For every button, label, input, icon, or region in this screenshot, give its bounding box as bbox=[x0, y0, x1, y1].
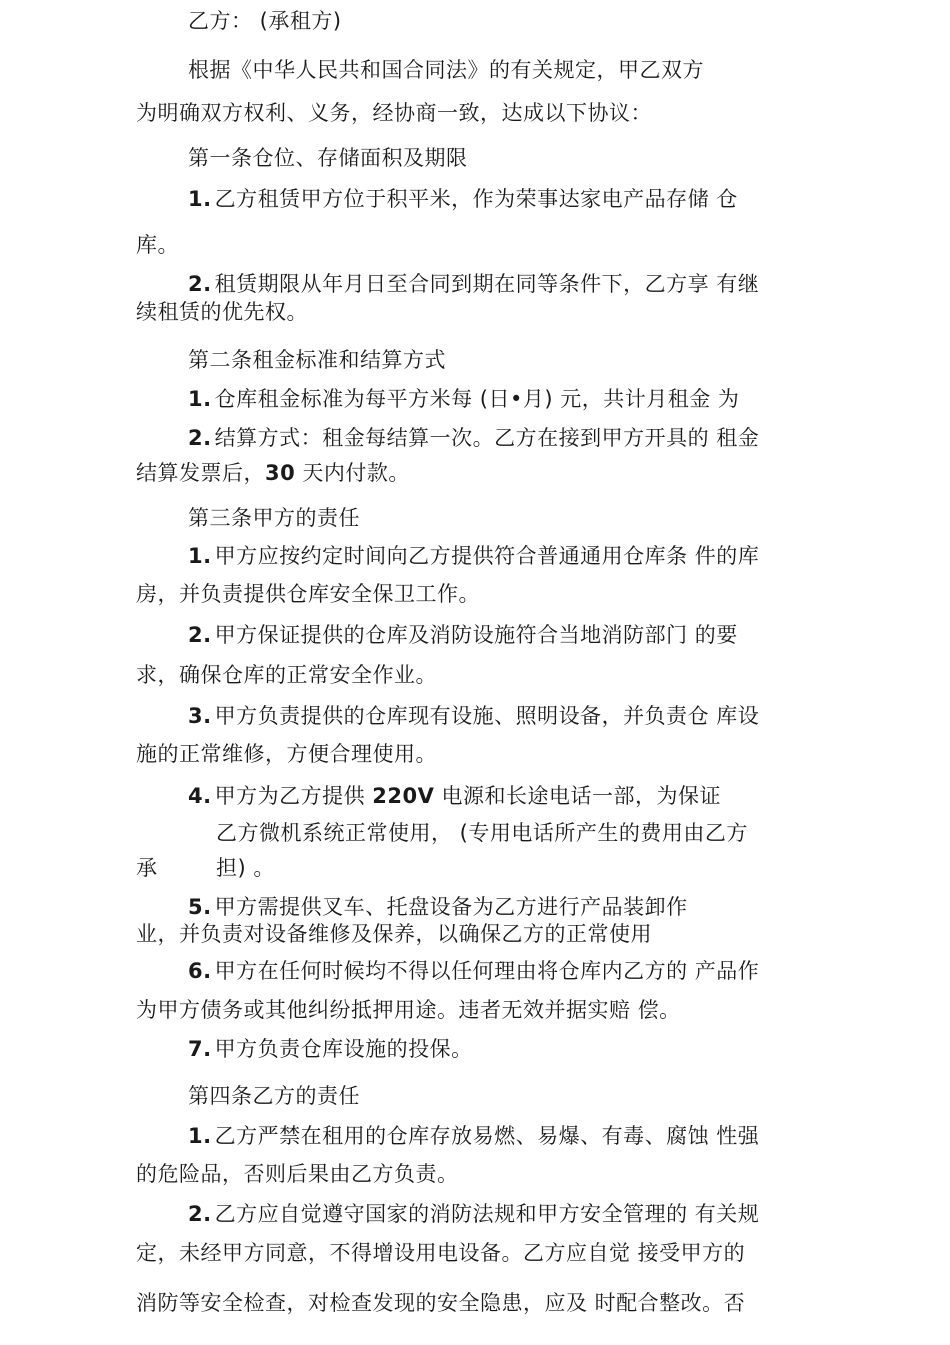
item-text: 甲方负责仓库设施的投保。 bbox=[214, 1037, 473, 1061]
article-4-title: 第四条乙方的责任 bbox=[188, 1084, 360, 1108]
item-text: 乙方租赁甲方位于积平米，作为荣事达家电产品存储 仓 bbox=[214, 187, 738, 211]
article-1-item-2-cont: 续租赁的优先权。 bbox=[136, 300, 308, 324]
article-2-item-2 bbox=[188, 425, 759, 451]
item-text: 甲方保证提供的仓库及消防设施符合当地消防部门 的要 bbox=[214, 623, 738, 647]
intro-line-1: 根据《中华人民共和国合同法》的有关规定，甲乙双方 bbox=[188, 58, 704, 82]
article-3-item-4-cont: 乙方微机系统正常使用， (专用电话所产生的费用由乙方 bbox=[216, 821, 748, 845]
item-text: 甲方需提供叉车、托盘设备为乙方进行产品装卸作 bbox=[214, 895, 688, 919]
item-number: 1. bbox=[188, 387, 212, 411]
article-4-item-1-cont: 的危险品，否则后果由乙方负责。 bbox=[136, 1162, 459, 1186]
item-text: 甲方应按约定时间向乙方提供符合普通通用仓库条 件的库 bbox=[214, 544, 760, 568]
item-text: 结算发票后， bbox=[136, 461, 265, 485]
article-2-title: 第二条租金标准和结算方式 bbox=[188, 348, 446, 372]
article-1-item-1 bbox=[188, 186, 738, 212]
item-text: 甲方为乙方提供 bbox=[214, 784, 373, 808]
days-value: 30 bbox=[265, 461, 296, 485]
item-text: 结算方式：租金每结算一次。乙方在接到甲方开具的 租金 bbox=[214, 426, 760, 450]
article-4-item-2-cont: 定，未经甲方同意，不得增设用电设备。乙方应自觉 接受甲方的 bbox=[136, 1241, 746, 1265]
article-3-item-1-cont: 房，并负责提供仓库安全保卫工作。 bbox=[136, 582, 480, 606]
item-text: 甲方在任何时候均不得以任何理由将仓库内乙方的 产品作 bbox=[214, 959, 760, 983]
item-number: 5. bbox=[188, 895, 212, 919]
item-text: 乙方应自觉遵守国家的消防法规和甲方安全管理的 有关规 bbox=[214, 1202, 760, 1226]
item-number: 3. bbox=[188, 704, 212, 728]
article-4-item-1 bbox=[188, 1123, 759, 1149]
article-3-item-5-cont: 业，并负责对设备维修及保养，以确保乙方的正常使用 bbox=[136, 922, 652, 946]
item-text: 仓库租金标准为每平方米每 (日•月) 元，共计月租金 为 bbox=[214, 387, 740, 411]
item-number: 1. bbox=[188, 544, 212, 568]
article-3-item-6 bbox=[188, 958, 759, 984]
article-3-item-4 bbox=[188, 783, 721, 809]
article-3-item-2-cont: 求，确保仓库的正常安全作业。 bbox=[136, 663, 437, 687]
article-3-item-4-cont-2b: 担) 。 bbox=[216, 856, 275, 880]
item-number: 2. bbox=[188, 272, 212, 296]
article-1-item-1-cont: 库。 bbox=[136, 233, 179, 257]
item-number: 4. bbox=[188, 784, 212, 808]
article-3-item-6-cont: 为甲方债务或其他纠纷抵押用途。违者无效并据实赔 偿。 bbox=[136, 998, 681, 1022]
item-number: 2. bbox=[188, 623, 212, 647]
article-3-item-2 bbox=[188, 622, 738, 648]
article-3-item-1 bbox=[188, 543, 759, 569]
article-4-item-2 bbox=[188, 1201, 759, 1227]
item-text: 甲方负责提供的仓库现有设施、照明设备，并负责仓 库设 bbox=[214, 704, 760, 728]
item-text: 天内付款。 bbox=[295, 461, 410, 485]
item-text: 租赁期限从年月日至合同到期在同等条件下，乙方享 有继 bbox=[214, 272, 760, 296]
article-2-item-1 bbox=[188, 386, 739, 412]
item-number: 7. bbox=[188, 1037, 212, 1061]
item-number: 1. bbox=[188, 1124, 212, 1148]
article-1-item-2 bbox=[188, 271, 759, 297]
item-text: 电源和长途电话一部，为保证 bbox=[434, 784, 722, 808]
party-b-line: 乙方： (承租方) bbox=[188, 9, 342, 33]
article-3-item-3-cont: 施的正常维修，方便合理使用。 bbox=[136, 742, 437, 766]
article-3-title: 第三条甲方的责任 bbox=[188, 506, 360, 530]
article-3-item-3 bbox=[188, 703, 759, 729]
article-3-item-5 bbox=[188, 894, 688, 920]
article-1-title: 第一条仓位、存储面积及期限 bbox=[188, 146, 468, 170]
voltage-value: 220V bbox=[372, 784, 435, 808]
article-3-item-4-cont-2a: 承 bbox=[136, 856, 158, 880]
item-number: 1. bbox=[188, 187, 212, 211]
item-number: 2. bbox=[188, 1202, 212, 1226]
article-2-item-2-cont bbox=[136, 460, 410, 486]
item-text: 乙方严禁在租用的仓库存放易燃、易爆、有毒、腐蚀 性强 bbox=[214, 1124, 760, 1148]
item-number: 6. bbox=[188, 959, 212, 983]
article-4-item-2-cont-2: 消防等安全检查，对检查发现的安全隐患，应及 时配合整改。否 bbox=[136, 1291, 746, 1315]
article-3-item-7 bbox=[188, 1036, 473, 1062]
intro-line-2: 为明确双方权利、义务，经协商一致，达成以下协议： bbox=[136, 101, 652, 125]
item-number: 2. bbox=[188, 426, 212, 450]
